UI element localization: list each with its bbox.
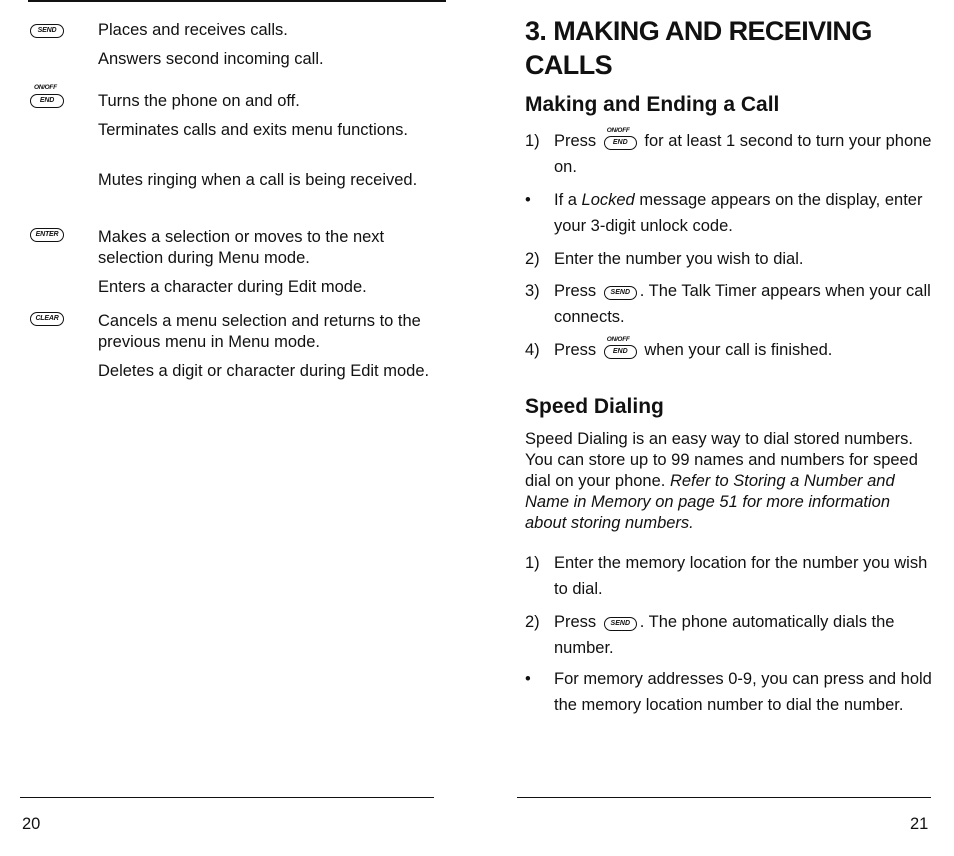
page-number: 21 — [910, 815, 929, 833]
right-page — [477, 0, 954, 856]
end-key-icon — [30, 84, 64, 108]
key-label: END — [39, 97, 55, 104]
end-key-icon: ON/OFF END — [604, 345, 637, 359]
key-description: Turns the phone on and off. — [98, 92, 300, 110]
send-key-icon: SEND — [604, 617, 637, 631]
clear-key-icon: CLEAR — [30, 312, 64, 326]
footer-rule — [517, 797, 931, 798]
list-item: 2) Press SEND . The phone automatically dials the number. — [525, 613, 895, 657]
list-item: 2) Enter the number you wish to dial. — [525, 250, 804, 268]
key-description: Deletes a digit or character during Edit mode. — [98, 362, 430, 380]
list-item: 3) Press SEND . The Talk Timer appears when your call connects. — [525, 282, 931, 326]
section-heading-making-calls: Making and Ending a Call — [525, 93, 780, 116]
list-item: 4) Press ON/OFF END when your call is finished. — [525, 336, 833, 359]
key-description: Mutes ringing when a call is being received. — [98, 171, 418, 189]
send-key-icon: SEND — [604, 286, 637, 300]
list-item: • If a Locked message appears on the display, enter your 3-digit unlock code. — [525, 191, 923, 235]
list-item: • For memory addresses 0-9, you can press and hold the memory location number to dial the number. — [525, 670, 932, 714]
list-item: 1) Enter the memory location for the number you wish to dial. — [525, 554, 928, 598]
end-key-icon: ON/OFF END — [604, 136, 637, 150]
footer-rule — [20, 797, 434, 798]
key-description: Terminates calls and exits menu functions. — [98, 121, 408, 139]
key-description: Makes a selection or moves to the next selection during Menu mode. — [98, 228, 385, 267]
chapter-title: 3. MAKING AND RECEIVING CALLS — [525, 16, 872, 80]
send-key-icon: SEND — [30, 24, 64, 38]
speed-dialing-description: Speed Dialing is an easy way to dial stored numbers. You can store up to 99 names and numbers for speed dial on your phone. Refer to Storing a Number and Name in Memory on page 51 for more information about storing numbers. — [525, 430, 918, 532]
key-description: Places and receives calls. — [98, 21, 288, 39]
page-number: 20 — [22, 815, 41, 833]
enter-key-icon: ENTER — [30, 228, 64, 242]
key-description: Cancels a menu selection and returns to the previous menu in Menu mode. — [98, 312, 421, 351]
key-description: Enters a character during Edit mode. — [98, 278, 367, 296]
key-description: Answers second incoming call. — [98, 50, 324, 68]
section-heading-speed-dialing: Speed Dialing — [525, 395, 664, 418]
key-caption: ON/OFF — [34, 84, 57, 91]
list-item: 1) Press ON/OFF END for at least 1 second to turn your phone on. — [525, 127, 932, 176]
